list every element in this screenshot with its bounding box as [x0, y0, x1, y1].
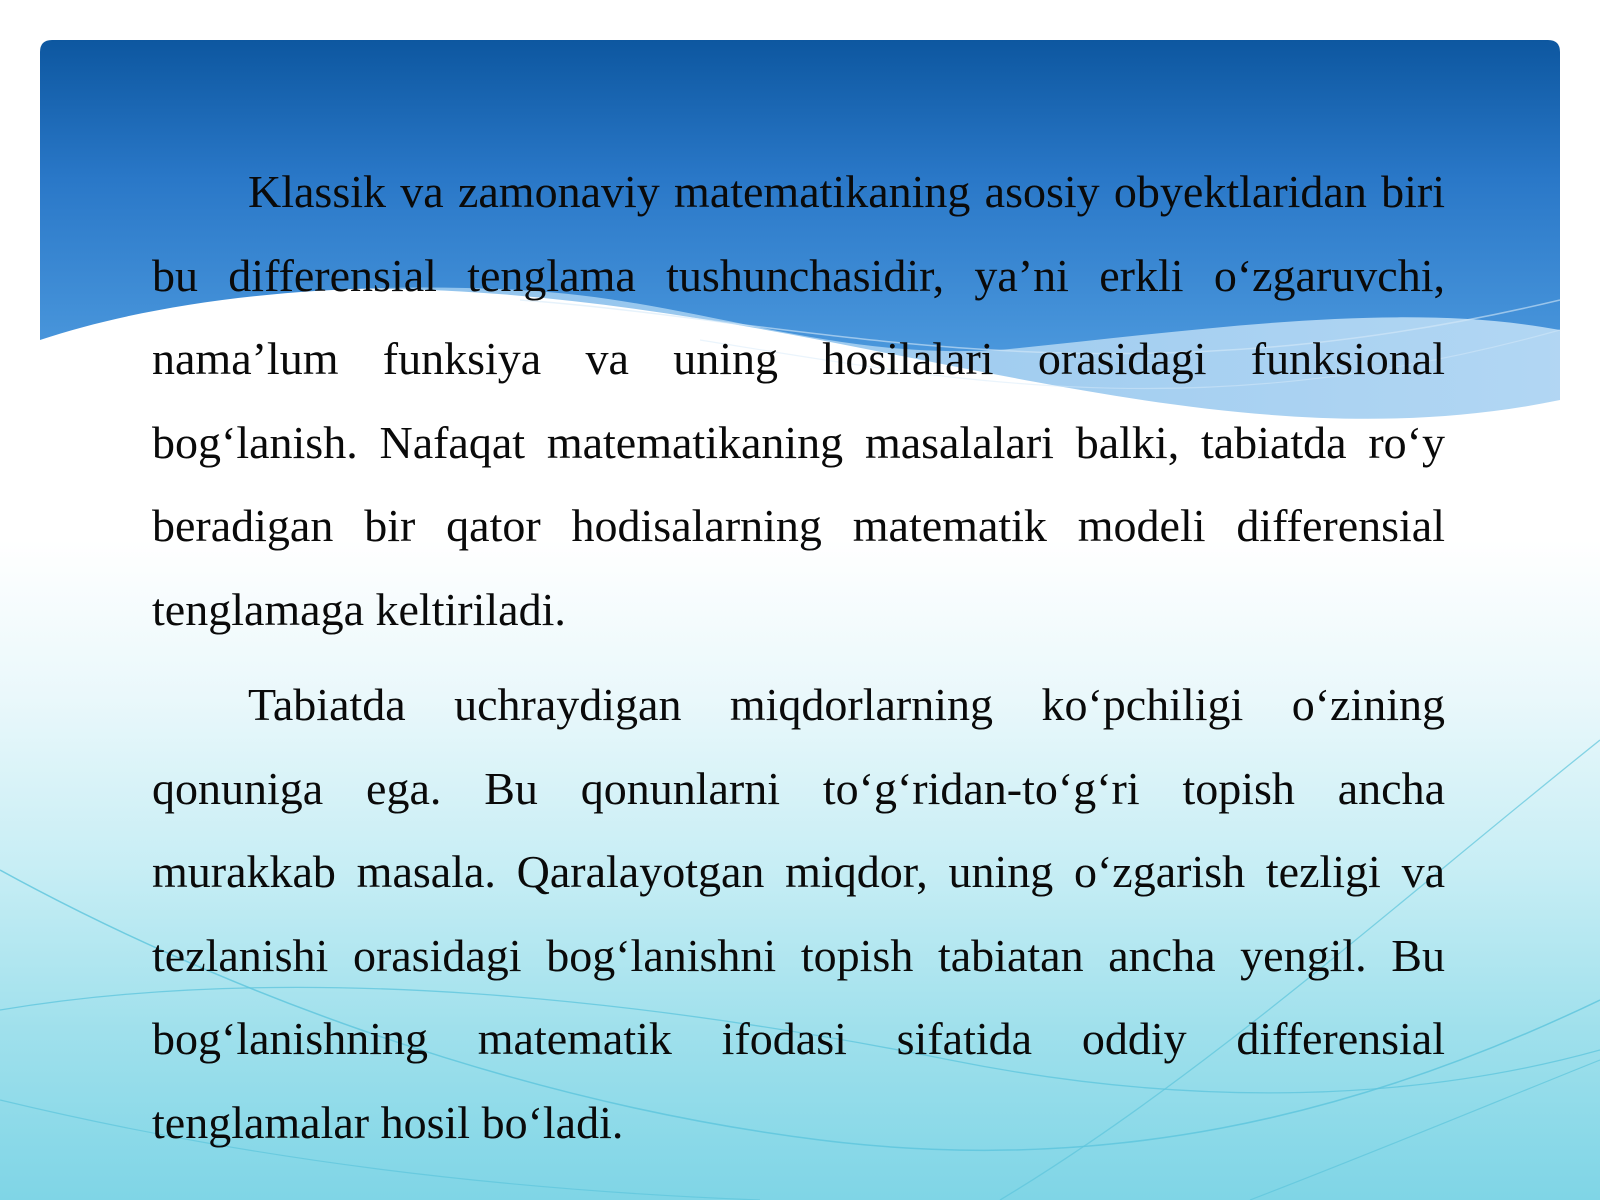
paragraph-2: Tabiatda uchraydigan miqdorlarning ko‘pchiligi o‘zining qonuniga ega. Bu qonunlarni to‘g‘ridan-to‘g‘ri topish ancha murakkab masala. Qaralayotgan miqdor, uning o‘zgarish tezligi va tezlanishi orasidagi bog‘lanishni topish tabiatan ancha yengil. Bu bog‘lanishning matematik ifodasi sifatida oddiy differensial tenglamalar hosil bo‘ladi. — [152, 679, 1445, 1148]
slide-body-text — [152, 150, 1445, 1164]
paragraph-1: Klassik va zamonaviy matematikaning asosiy obyektlaridan biri bu differensial tenglama tushunchasidir, ya’ni erkli o‘zgaruvchi, nama’lum funksiya va uning hosilalari orasidagi funksional bog‘lanish. Nafaqat matematikaning masalalari balki, tabiatda ro‘y beradigan bir qator hodisalarning matematik modeli differensial tenglamaga keltiriladi. — [152, 166, 1445, 635]
